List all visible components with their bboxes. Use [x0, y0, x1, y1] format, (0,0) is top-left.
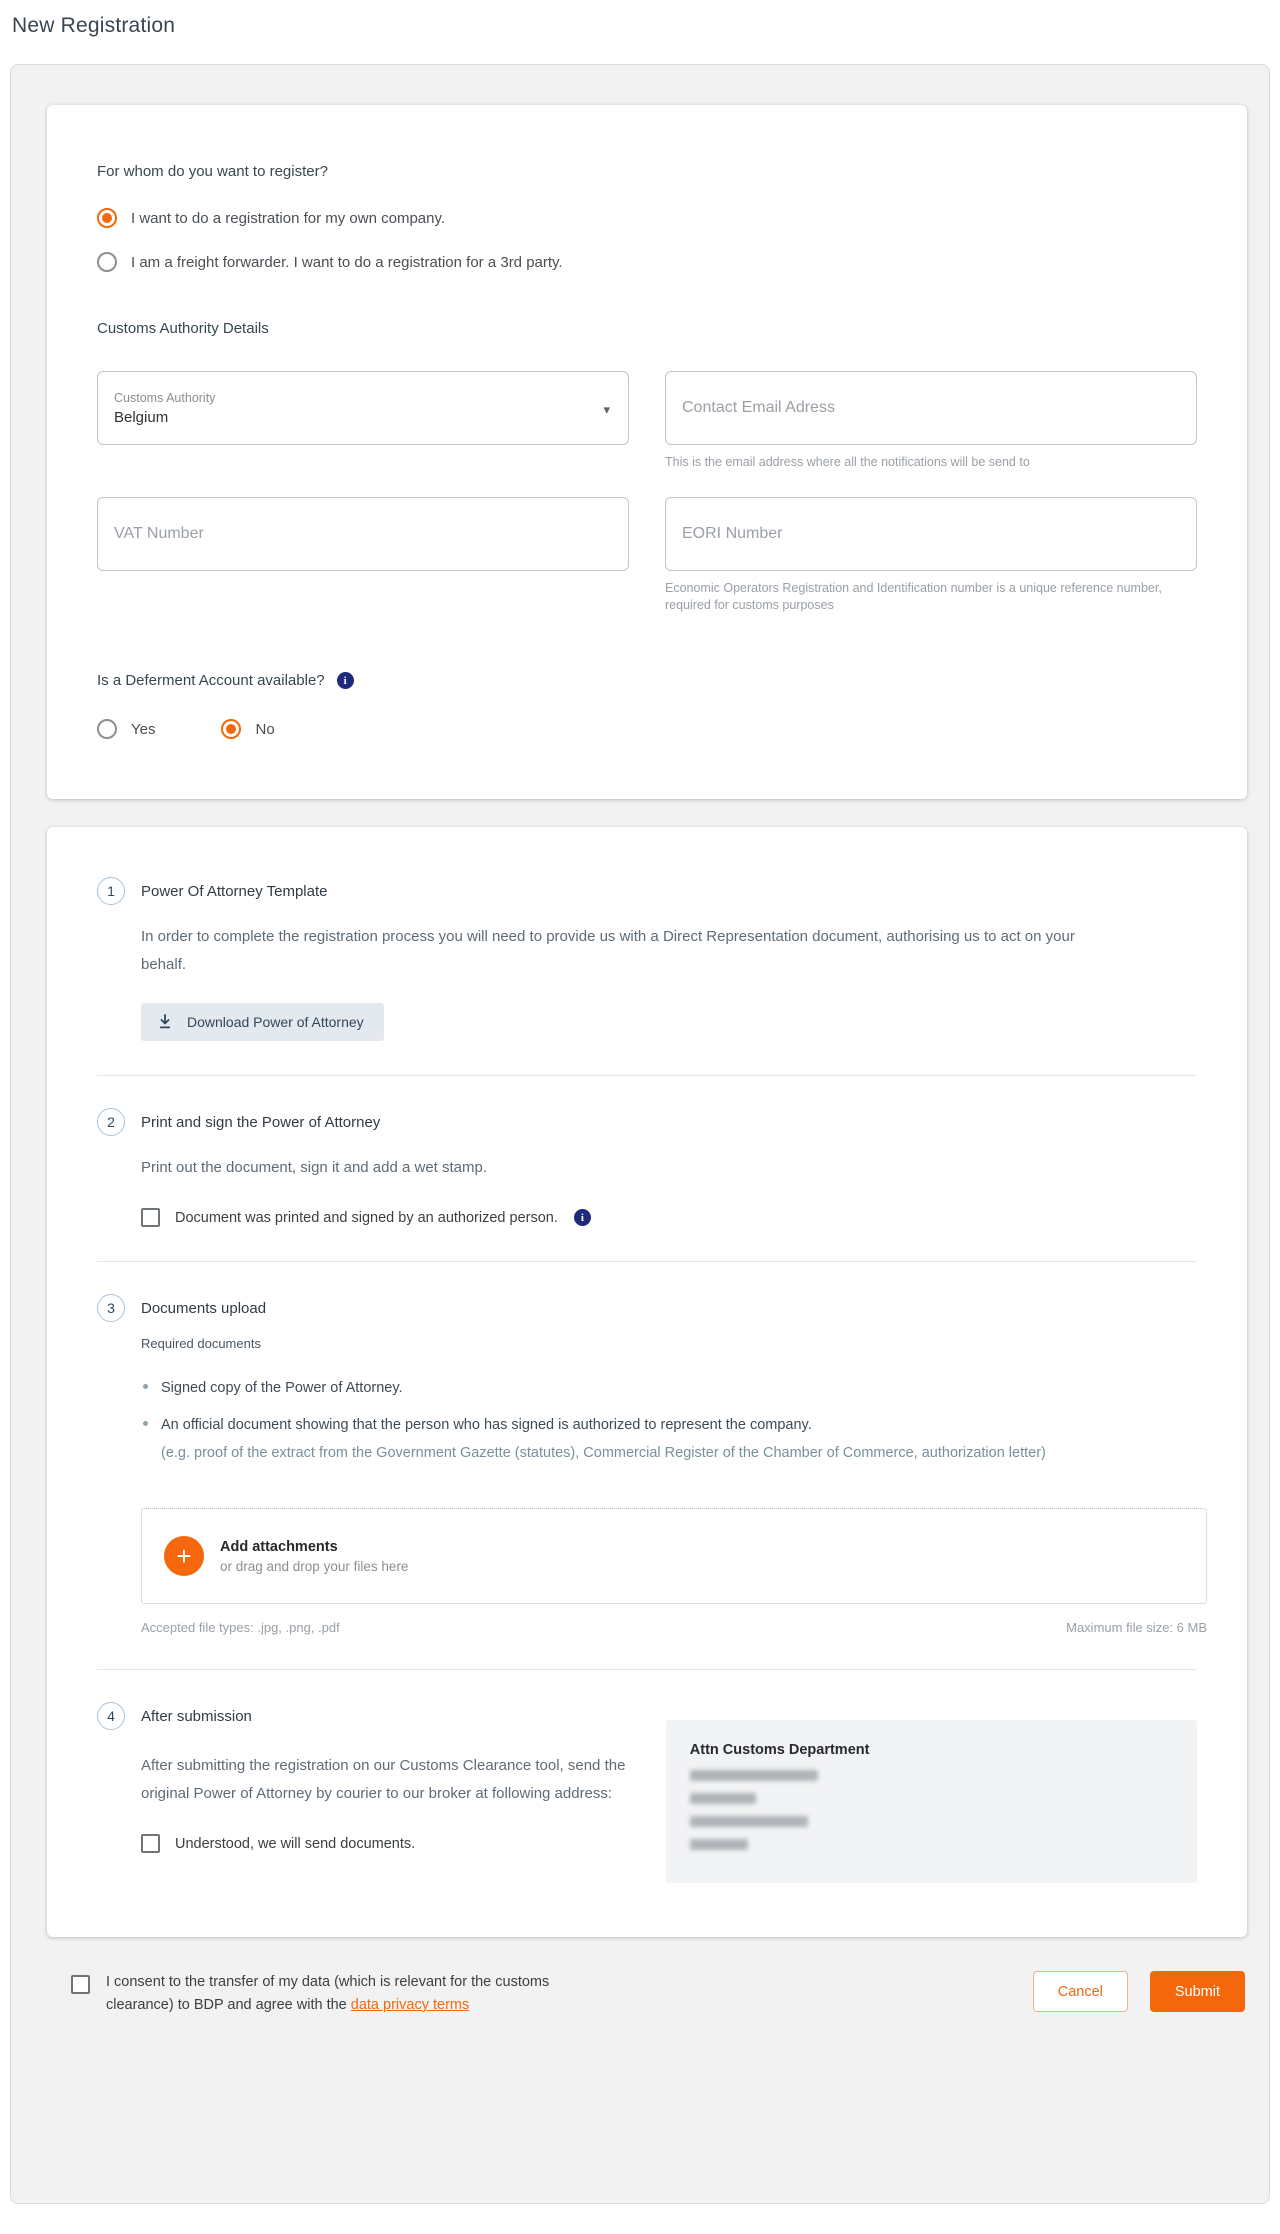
radio-option-own-company[interactable]	[97, 208, 1197, 228]
divider	[97, 1261, 1197, 1262]
dropzone-subtitle: or drag and drop your files here	[220, 1558, 409, 1574]
chevron-down-icon[interactable]: ▾	[603, 402, 610, 417]
download-icon	[157, 1014, 173, 1030]
deferment-account-question: Is a Deferment Account available?	[97, 672, 325, 689]
step-title: After submission	[141, 1707, 252, 1725]
step-description: After submitting the registration on our Customs Clearance tool, send the original Power of Attorney by courier to our broker at following address:	[141, 1757, 626, 1802]
step-4-after-submission	[97, 1702, 1197, 1883]
radio-option-label: No	[255, 720, 275, 738]
eori-number-input[interactable]	[665, 497, 1197, 571]
submit-button[interactable]: Submit	[1150, 1971, 1245, 2012]
customs-authority-select-value: Belgium	[114, 408, 169, 426]
radio-unselected-icon[interactable]	[97, 719, 117, 739]
consent-text-prefix: I consent to the transfer of my data (which is relevant for the customs clearance) to BDP and agree with the	[106, 1974, 550, 2013]
info-icon[interactable]: i	[337, 672, 354, 689]
radio-selected-icon[interactable]	[221, 719, 241, 739]
radio-option-label: Yes	[131, 720, 156, 738]
radio-option-label: I want to do a registration for my own company.	[131, 209, 446, 227]
data-privacy-terms-link[interactable]: data privacy terms	[350, 1997, 470, 2013]
redacted-address-line	[690, 1770, 818, 1781]
step-number-badge: 2	[97, 1108, 125, 1136]
info-icon[interactable]: i	[574, 1209, 591, 1226]
address-title: Attn Customs Department	[689, 1742, 870, 1758]
step-title: Print and sign the Power of Attorney	[141, 1113, 381, 1131]
checkbox-label: Document was printed and signed by an authorized person.	[175, 1209, 558, 1226]
step-title: Power Of Attorney Template	[141, 882, 328, 900]
radio-option-label: I am a freight forwarder. I want to do a registration for a 3rd party.	[131, 253, 563, 271]
step-description: Print out the document, sign it and add a wet stamp.	[141, 1159, 488, 1176]
cancel-button[interactable]: Cancel	[1033, 1971, 1128, 2012]
document-signed-checkbox[interactable]	[141, 1208, 160, 1227]
bullet-icon	[143, 1384, 148, 1389]
divider	[97, 1669, 1197, 1670]
redacted-address-line	[690, 1816, 808, 1827]
consent-text	[106, 1971, 584, 2017]
step-description: In order to complete the registration process you will need to provide us with a Direct Representation document, authorising us to act on your behalf.	[141, 928, 1075, 973]
contact-email-input[interactable]	[665, 371, 1197, 445]
step-2-print-and-sign	[97, 1108, 1197, 1227]
consent-checkbox[interactable]	[71, 1975, 90, 1994]
step-number-badge: 4	[97, 1702, 125, 1730]
deferment-option-no[interactable]	[221, 719, 274, 739]
file-dropzone[interactable]	[141, 1508, 1207, 1604]
required-document-item	[141, 1377, 1197, 1399]
understood-checkbox[interactable]	[141, 1834, 160, 1853]
step-number-badge: 1	[97, 877, 125, 905]
divider	[97, 1075, 1197, 1076]
radio-unselected-icon[interactable]	[97, 252, 117, 272]
customs-authority-details-heading: Customs Authority Details	[97, 320, 269, 337]
bullet-text: Signed copy of the Power of Attorney.	[161, 1380, 403, 1396]
required-documents-label: Required documents	[141, 1336, 261, 1351]
download-power-of-attorney-button[interactable]	[141, 1003, 384, 1041]
add-attachment-plus-icon[interactable]: +	[164, 1536, 204, 1576]
registration-details-card	[47, 105, 1247, 799]
radio-option-freight-forwarder[interactable]	[97, 252, 1197, 272]
form-footer	[47, 1937, 1245, 2017]
registration-container	[10, 64, 1270, 2204]
deferment-option-yes[interactable]	[97, 719, 155, 739]
maximum-file-size: Maximum file size: 6 MB	[1066, 1620, 1207, 1635]
vat-number-input[interactable]	[97, 497, 629, 571]
redacted-address-line	[690, 1793, 756, 1804]
customs-authority-select[interactable]	[97, 371, 629, 445]
download-button-label: Download Power of Attorney	[187, 1014, 364, 1030]
step-number-badge: 3	[97, 1294, 125, 1322]
radio-selected-icon[interactable]	[97, 208, 117, 228]
contact-email-helper: This is the email address where all the notifications will be send to	[665, 455, 1030, 469]
broker-address-box	[666, 1720, 1197, 1883]
power-of-attorney-steps-card	[47, 827, 1247, 1937]
bullet-icon	[143, 1421, 148, 1426]
dropzone-title: Add attachments	[220, 1538, 338, 1555]
step-3-documents-upload	[97, 1294, 1207, 1635]
accepted-file-types: Accepted file types: .jpg, .png, .pdf	[141, 1620, 340, 1635]
page-title: New Registration	[12, 14, 176, 37]
step-title: Documents upload	[141, 1299, 267, 1317]
step-1-power-of-attorney-template	[97, 877, 1197, 1041]
bullet-text: An official document showing that the person who has signed is authorized to represent the company.	[161, 1417, 812, 1433]
checkbox-label: Understood, we will send documents.	[175, 1835, 416, 1852]
redacted-address-line	[690, 1839, 748, 1850]
bullet-note: (e.g. proof of the extract from the Government Gazette (statutes), Commercial Register of the Chamber of Commerce, authorization letter)	[161, 1445, 1046, 1461]
customs-authority-select-label: Customs Authority	[114, 390, 216, 405]
required-document-item	[141, 1414, 1197, 1436]
eori-number-helper: Economic Operators Registration and Identification number is a unique reference number, required for customs purposes	[665, 581, 1162, 612]
register-for-question: For whom do you want to register?	[97, 163, 328, 180]
